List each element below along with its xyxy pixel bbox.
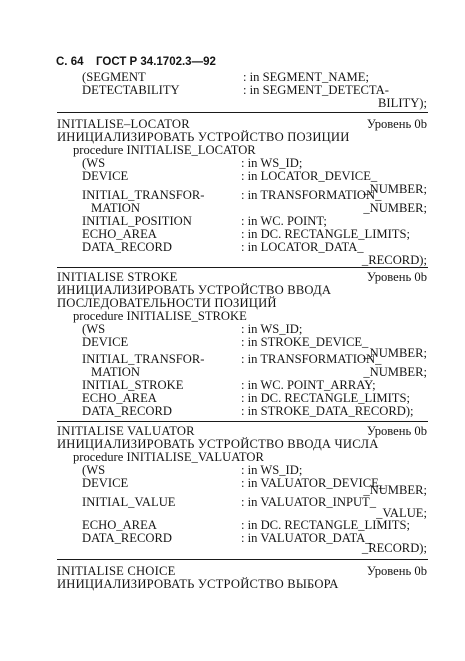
param-name: (WS [82, 463, 106, 477]
param-type: : in VALUATOR_DEVICE_ [241, 476, 386, 490]
param-type: : in TRANSFORMATION_ [241, 188, 382, 202]
param-type: _VALUE; [376, 506, 427, 520]
param-name: INITIAL_STROKE [82, 378, 184, 392]
section-divider [57, 421, 428, 422]
procedure-signature: procedure INITIALISE_STROKE [73, 309, 247, 323]
param-name: DEVICE [82, 476, 129, 490]
level-label: Уровень 0b [366, 424, 427, 438]
param-type: : in WS_ID; [241, 322, 303, 336]
param-type: BILITY); [378, 96, 427, 110]
section-title-en: INITIALISE STROKE [57, 270, 178, 284]
param-type: : in WC. POINT; [241, 214, 327, 228]
param-name: (WS [82, 322, 106, 336]
param-name: INITIAL_TRANSFOR- [82, 352, 205, 366]
level-label: Уровень 0b [366, 564, 427, 578]
param-type: _RECORD); [361, 541, 427, 555]
level-label: Уровень 0b [366, 270, 427, 284]
param-name: DETECTABILITY [82, 83, 180, 97]
param-type: : in DC. RECTANGLE_LIMITS; [241, 227, 411, 241]
param-name: DATA_RECORD [82, 240, 172, 254]
param-type: : in LOCATOR_DEVICE_ [241, 169, 378, 183]
param-type: : in WS_ID; [241, 156, 303, 170]
param-name: DEVICE [82, 335, 129, 349]
param-type: : in STROKE_DATA_RECORD); [241, 404, 414, 418]
param-type: : in DC. RECTANGLE_LIMITS; [241, 391, 411, 405]
param-name: INITIAL_POSITION [82, 214, 192, 228]
section-title-ru: ИНИЦИАЛИЗИРОВАТЬ УСТРОЙСТВО ВЫБОРА [57, 577, 339, 591]
section-title-ru: ИНИЦИАЛИЗИРОВАТЬ УСТРОЙСТВО ВВОДА [57, 283, 332, 297]
param-type: _NUMBER; [363, 346, 427, 360]
param-name: ECHO_AREA [82, 391, 157, 405]
param-type: : in STROKE_DEVICE_ [241, 335, 369, 349]
section-title-ru: ПОСЛЕДОВАТЕЛЬНОСТИ ПОЗИЦИЙ [57, 296, 277, 310]
section-title-ru: ИНИЦИАЛИЗИРОВАТЬ УСТРОЙСТВО ПОЗИЦИИ [57, 130, 350, 144]
param-name: (WS [82, 156, 106, 170]
param-type: _NUMBER; [363, 201, 427, 215]
param-type: _RECORD); [361, 253, 427, 267]
procedure-signature: procedure INITIALISE_LOCATOR [73, 143, 256, 157]
section-title-en: INITIALISE VALUATOR [57, 424, 195, 438]
param-name: MATION [91, 201, 140, 215]
section-title-en: INITIALISE–LOCATOR [57, 117, 190, 131]
param-type: : in SEGMENT_NAME; [243, 70, 369, 84]
param-name: INITIAL_VALUE [82, 495, 176, 509]
param-name: ECHO_AREA [82, 227, 157, 241]
param-type: : in TRANSFORMATION_ [241, 352, 382, 366]
param-type: _NUMBER; [363, 483, 427, 497]
section-title-ru: ИНИЦИАЛИЗИРОВАТЬ УСТРОЙСТВО ВВОДА ЧИСЛА [57, 437, 379, 451]
param-name: (SEGMENT [82, 70, 146, 84]
param-type: : in DC. RECTANGLE_LIMITS; [241, 518, 411, 532]
param-name: MATION [91, 365, 140, 379]
param-type: : in WS_ID; [241, 463, 303, 477]
param-name: INITIAL_TRANSFOR- [82, 188, 205, 202]
param-type: : in WC. POINT_ARRAY; [241, 378, 376, 392]
param-type: : in VALUATOR_INPUT_ [241, 495, 377, 509]
section-divider [57, 267, 428, 268]
param-type: _NUMBER; [363, 182, 427, 196]
param-type: : in SEGMENT_DETECTA- [243, 83, 389, 97]
param-name: DEVICE [82, 169, 129, 183]
param-type: : in VALUATOR_DATA_ [241, 531, 372, 545]
page-number: С. 64 [56, 56, 84, 68]
standard-number: ГОСТ Р 34.1702.3—92 [96, 56, 216, 68]
param-name: DATA_RECORD [82, 404, 172, 418]
section-title-en: INITIALISE CHOICE [57, 564, 176, 578]
param-name: ECHO_AREA [82, 518, 157, 532]
param-type: : in LOCATOR_DATA_ [241, 240, 364, 254]
procedure-signature: procedure INITIALISE_VALUATOR [73, 450, 264, 464]
section-divider [57, 112, 428, 113]
level-label: Уровень 0b [366, 117, 427, 131]
param-name: DATA_RECORD [82, 531, 172, 545]
param-type: _NUMBER; [363, 365, 427, 379]
section-divider [57, 559, 428, 560]
